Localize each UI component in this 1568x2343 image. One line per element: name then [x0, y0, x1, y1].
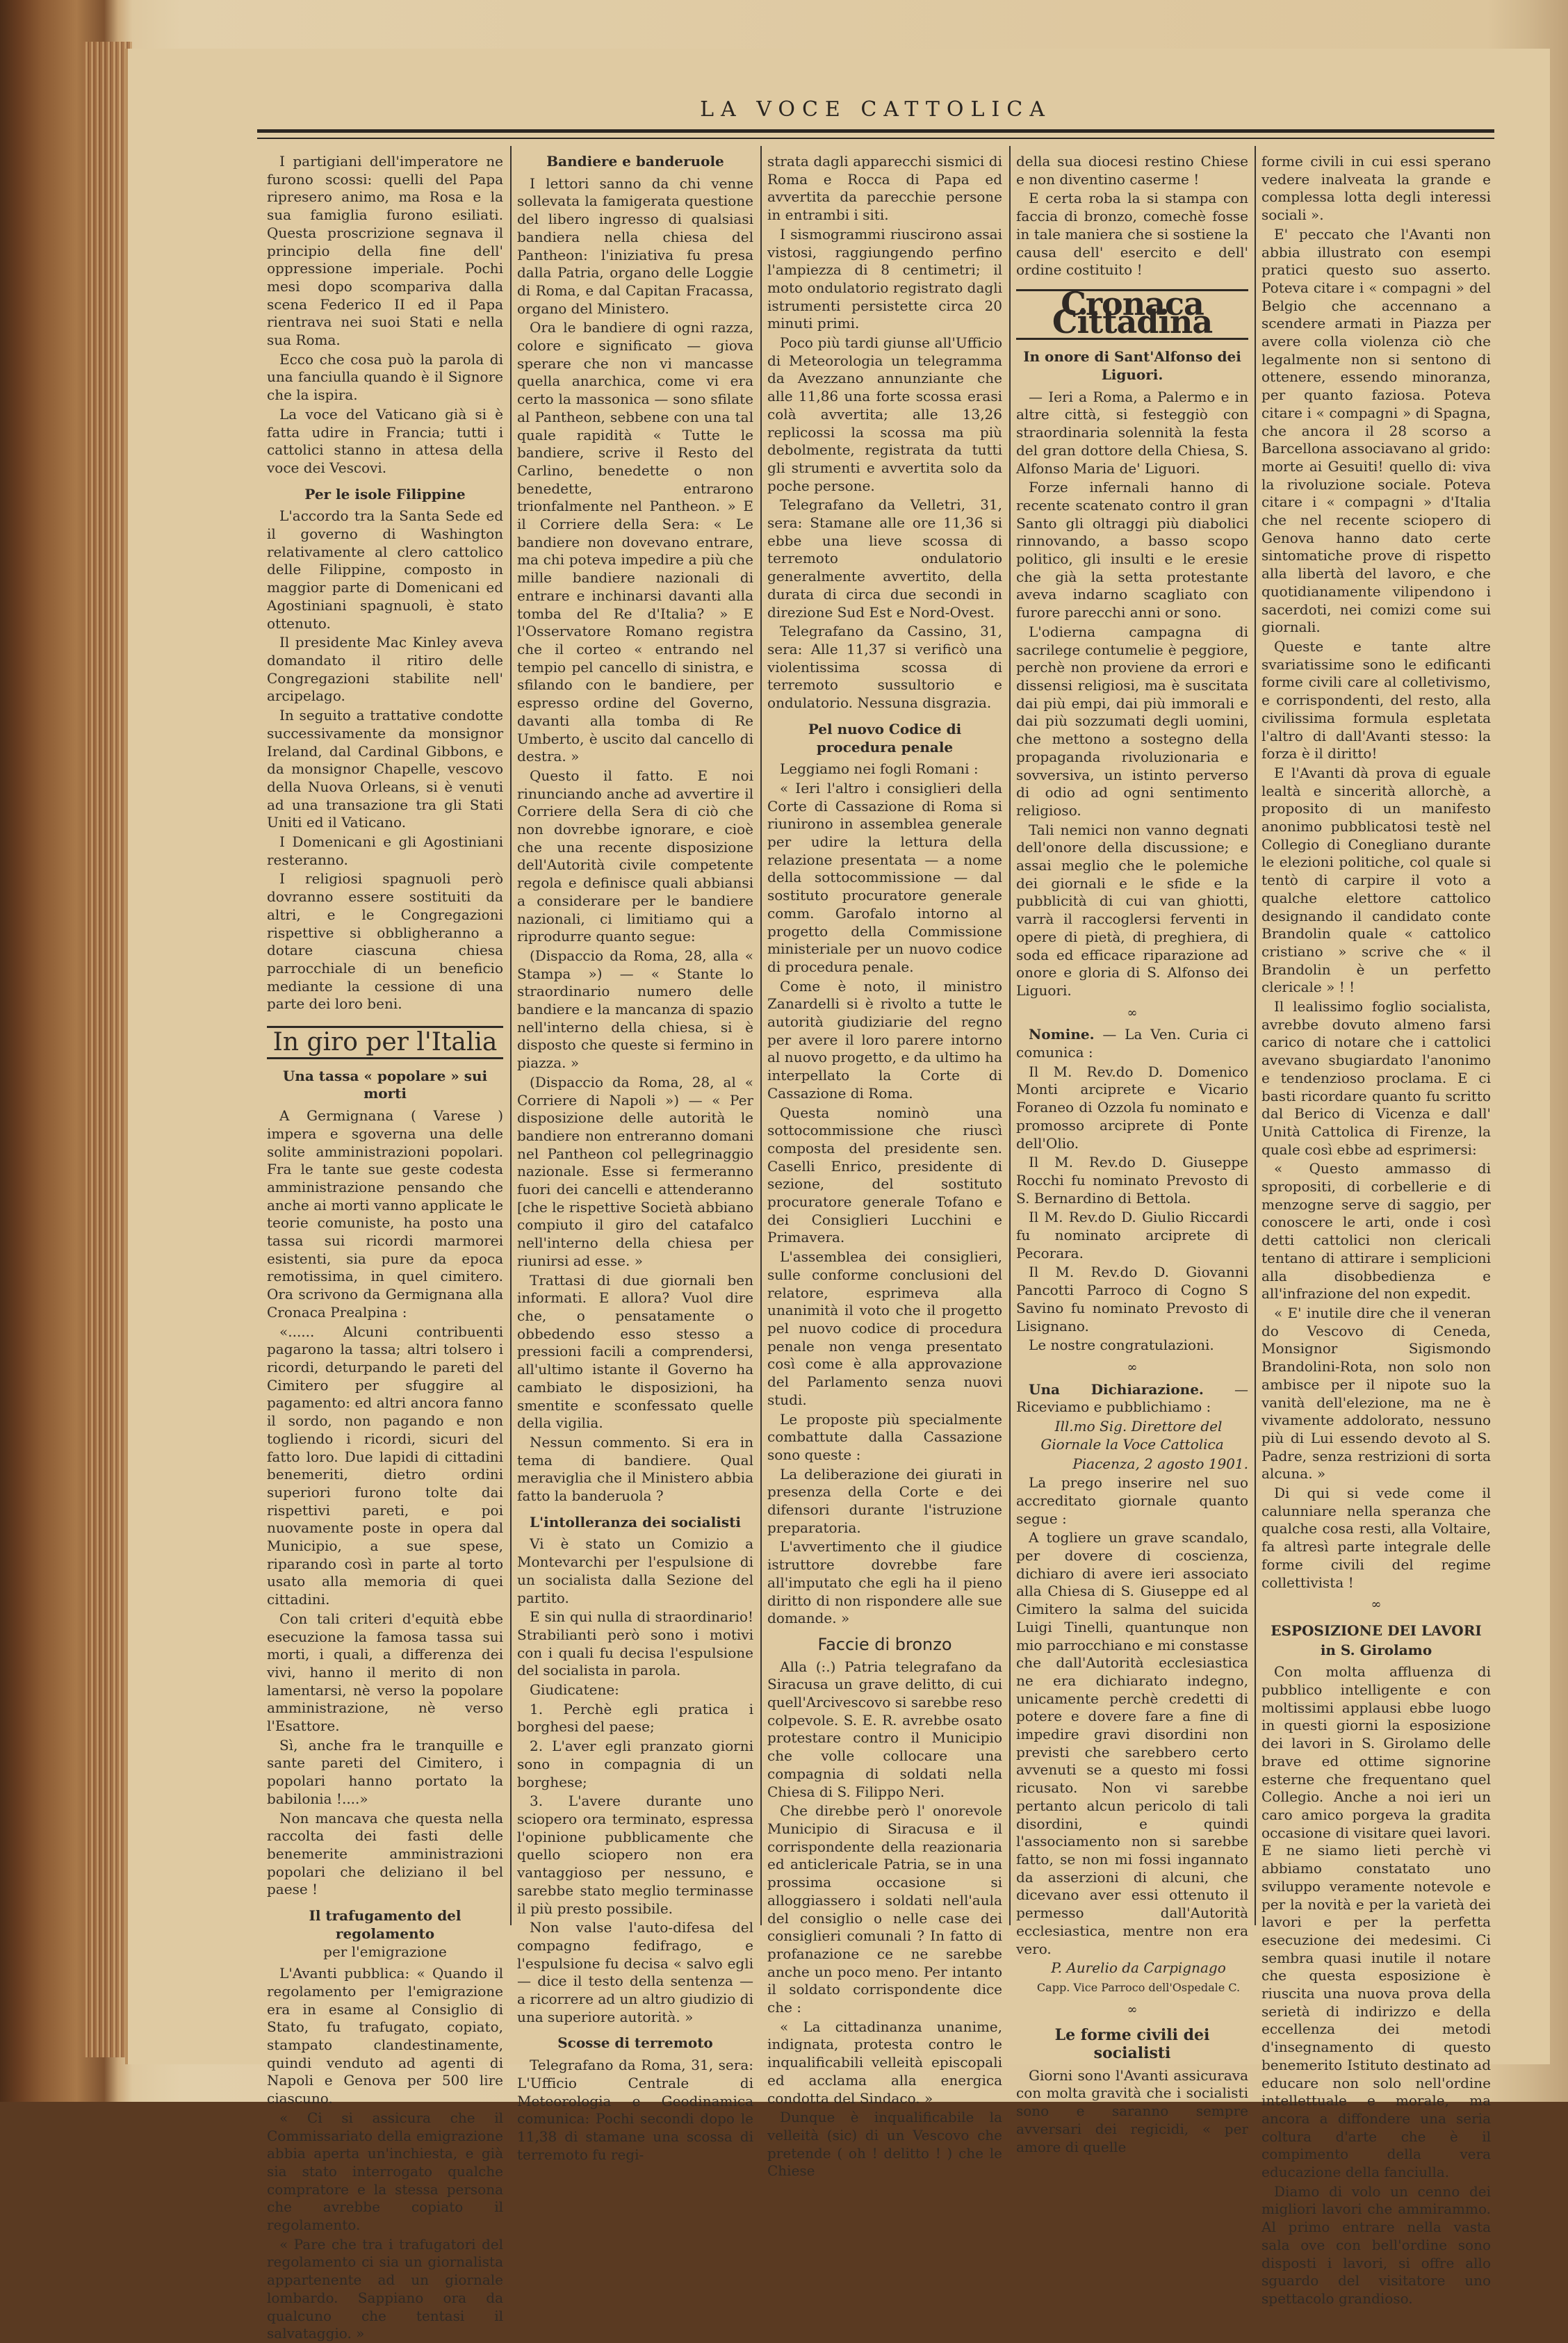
paragraph: Diamo di volo un cenno dei migliori lavori che ammirammo. Al primo entrare nella vasta sala ove con bell'ordine sono disposti i lavori, si offre allo sguardo del visitatore uno spettacolo grandioso. — [1261, 2182, 1491, 2307]
paragraph: Il M. Rev.do D. Giuseppe Rocchi fu nominato Prevosto di S. Bernardino di Bettola. — [1016, 1154, 1248, 1207]
headline: ESPOSIZIONE DEI LAVORI — [1271, 1622, 1482, 1639]
headline: Bandiere e banderuole — [546, 153, 724, 170]
paragraph: Giorni sono l'Avanti assicurava con molta gravità che i socialisti sono e saranno sempre avversari dei regicidi, « per amore di quelle — [1016, 2066, 1248, 2155]
paragraph: 1. Perchè egli pratica i borghesi del paese; — [517, 1700, 753, 1736]
paragraph: Giudicatene: — [530, 1681, 619, 1699]
paragraph: « La cittadinanza unanime, indignata, protesta contro le inqualificabili velleità episcopali ed acclama alla energica condotta del Sindaco. » — [767, 2018, 1002, 2107]
paragraph: Con tali criteri d'equità ebbe esecuzione la famosa tassa sui morti, i quali, a differenza dei vivi, hanno il merito di non lamentarsi, nè verso la popolare amministrazione, nè verso l'Esattore. — [267, 1610, 503, 1735]
headline-sub: per l'emigrazione — [323, 1943, 447, 1960]
paragraph: Ecco che cosa può la parola di una fanciulla quando è il Signore che la ispira. — [267, 350, 503, 404]
paragraph: Le proposte più specialmente combattute dalla Cassazione sono queste : — [767, 1410, 1002, 1463]
paragraph: Non mancava che questa nella raccolta dei fasti delle benemerite amministrazioni popolari che deliziano il bel paese ! — [267, 1809, 503, 1898]
headline: Il trafugamento del regolamento — [309, 1907, 462, 1942]
column-2 — [517, 153, 753, 2163]
headline-sub: in S. Girolamo — [1320, 1641, 1432, 1658]
headline: In onore di Sant'Alfonso dei Liguori. — [1023, 348, 1241, 384]
paragraph: (Dispaccio da Roma, 28, al « Corriere di Napoli ») — « Per disposizione delle autorità le bandiere non entreranno domani nel Pantheon col pellegrinaggio nazionale. Esse si fermeranno fuori dei cancelli e attenderanno [che le rispettive Società abbiano compiuto il giro del catafalco nell'interno della chiesa per riunirsi ad esse. » — [517, 1073, 753, 1269]
paragraph: Vi è stato un Comizio a Montevarchi per l'espulsione di un socialista dalla Sezione del partito. — [517, 1535, 753, 1606]
paragraph: — Riceviamo e pubblichiamo : — [1016, 1380, 1248, 1416]
ornament: ∞ — [1127, 1360, 1138, 1375]
signature-title: Capp. Vice Parroco dell'Ospedale C. — [1036, 1980, 1241, 1994]
paragraph: La voce del Vaticano già si è fatta udire in Francia; tutti i cattolici stanno in attesa della voce dei Vescovi. — [267, 405, 503, 476]
headline: L'intolleranza dei socialisti — [529, 1513, 742, 1530]
column-4 — [1016, 153, 1249, 2155]
paragraph: E sin qui nulla di straordinario! Strabilianti però sono i motivi con i quali fu decisa l'espulsione del socialista in parola. — [517, 1608, 753, 1679]
paragraph: E l'Avanti dà prova di eguale lealtà e sincerità allorchè, a proposito di un manifesto anonimo pubblicatosi testè nel Collegio di Conegliano durante le elezioni politiche, col quale si tentò di carpire il voto a qualche elettore cattolico designando il candidato conte Brandolin quale « cattolico cristiano » scrive che « il Brandolin è un perfetto clericale » ! ! — [1261, 764, 1491, 996]
paragraph: Con molta affluenza di pubblico intelligente e con moltissimi applausi ebbe luogo in questi giorni la esposizione dei lavori in S. Girolamo delle brave ed ottime signorine esterne che frequentano quel Collegio. Anche a noi ieri un caro amico porgeva la gradita occasione di visitare quei lavori. E ne siamo lieti perchè vi abbiamo constatato uno sviluppo veramente notevole e per la novità e per la varietà dei lavori e per la perfetta esecuzione dei medesimi. Ci sembra quasi inutile il notare che questa esposizione è riuscita una nuova prova della serietà di indirizzo e della eccellenza dei metodi d'insegnamento di questo benemerito Istituto destinato ad educare non solo nell'ordine intellettuale e morale, ma ancora a diffondere una seria coltura d'arte che è il compimento della vera educazione della fanciulla. — [1261, 1663, 1491, 2181]
column-rule — [760, 146, 762, 1925]
paragraph: I partigiani dell'imperatore ne furono scossi: quelli del Papa ripresero animo, ma Rosa e la sua famiglia furono esiliati. Questa proscrizione segnava il principio della fine dell' oppressione imperiale. Pochi mesi dopo scompariva dalla scena Federico II ed il Papa rientrava nei suoi Stati e nella sua Roma. — [267, 153, 503, 349]
paragraph: Queste e tante altre svariatissime sono le edificanti forme civili care al colletivismo, e corrispondenti, del resto, alla civilissima formula espletata l'altro di dall'Avanti stesso: la forza è il diritto! — [1261, 637, 1491, 762]
salutation: Ill.mo Sig. Direttore del Giornale la Voce Cattolica — [1040, 1418, 1224, 1453]
paragraph: A Germignana ( Varese ) impera e sgoverna una delle solite amministrazioni popolari. Fra le tante sue geste codesta amministrazione pensando che anche ai morti vanno applicate le teorie comuniste, ha posto una tassa sui ricordi marmorei esistenti, sia pure da epoca remotissima, in quel cimitero. Ora scrivono da Germignana alla Cronaca Prealpina : — [267, 1107, 503, 1321]
paragraph: E' peccato che l'Avanti non abbia illustrato con esempi pratici questo suo asserto. Poteva citare i « compagni » del Belgio che accennano a scendere armati in Piazza per avere colla violenza ciò che legalmente non si sentono di ottenere, essendo minoranza, per quanto faziosa. Poteva citare i « compagni » di Spagna, che ancora il 28 scorso a Barcellona associavano al grido: morte ai Gesuiti! quello di: viva la rivoluzione sociale. Poteva citare i « compagni » d'Italia che nel recente sciopero di Genova hanno dato certe sintomatiche prove di rispetto alla libertà del lavoro, e che quotidianamente vilipendono i sacerdoti, nei comizi come sui giornali. — [1261, 225, 1491, 636]
dateline: Piacenza, 2 agosto 1901. — [1072, 1455, 1248, 1472]
paragraph: Il M. Rev.do D. Domenico Monti arciprete e Vicario Foraneo di Ozzola fu nominato e promosso arciprete di Ponte dell'Olio. — [1016, 1063, 1248, 1152]
paragraph: Forze infernali hanno di recente scatenato contro il gran Santo gli oltraggi più diabolici rinnovando, a basso scopo politico, gli insulti e le eresie che già la setta protestante aveva indarno scagliato con furore parecchi anni or sono. — [1016, 479, 1248, 621]
headline: Le forme civili dei socialisti — [1054, 2026, 1210, 2063]
headline-inline: Una Dichiarazione. — [1029, 1380, 1204, 1398]
paragraph: Telegrafano da Velletri, 31, sera: Stamane alle ore 11,36 si ebbe una lieve scossa di terremoto ondulatorio generalmente avvertito, della durata di circa due secondi in direzione Sud Est e Nord-Ovest. — [767, 496, 1002, 621]
paragraph: 3. L'avere durante uno sciopero ora terminato, espressa l'opinione pubblicamente che quello sciopero non era vantaggioso per nessuno, e sarebbe stato meglio terminasse il più presto possibile. — [517, 1793, 753, 1917]
paragraph: Il presidente Mac Kinley aveva domandato il ritiro delle Congregazioni stabilite nell' arcipelago. — [267, 634, 503, 705]
paragraph: 2. L'aver egli pranzato giorni sono in compagnia di un borghese; — [517, 1738, 753, 1790]
ornament: ∞ — [1127, 1005, 1138, 1020]
column-5 — [1261, 153, 1491, 2307]
paragraph: Questa nominò una sottocommissione che riuscì composta del presidente sen. Caselli Enrico, presidente di sezione, del sostituto procuratore generale Tofano e dei Consiglieri Lucchini e Primavera. — [767, 1104, 1002, 1246]
paragraph: Sì, anche fra le tranquille e sante pareti del Cimitero, i popolari hanno portato la babilonia !....» — [267, 1736, 503, 1807]
paragraph: «...... Alcuni contribuenti pagarono la tassa; altri tolsero i ricordi, deturpando le pareti del Cimitero per sfuggire al pagamento: ed altri ancora fanno il sordo, non pagando e non togliendo i ricordi, sicuri del fatto loro. Due lapidi di cittadini benemeriti, dietro ordini superiori furono tolte dai rispettivi pareti, e poi nuovamente poste in opera dal Municipio, a sue spese, riparando così in parte al torto usato alla memoria di quei cittadini. — [267, 1323, 503, 1608]
paragraph: « Ci si assicura che il Commissariato della emigrazione abbia aperta un'inchiesta, e già sia stato interrogato qualche compratore e la stessa persona che avrebbe copiato il regolamento. — [267, 2109, 503, 2234]
signature: P. Aurelio da Carpignago — [1051, 1959, 1226, 1977]
section-title: In giro per l'Italia — [267, 1026, 503, 1059]
paragraph: forme civili in cui essi sperano vedere inalveata la grande e complessa lotta degli interessi sociali ». — [1261, 153, 1491, 224]
paragraph: « E' inutile dire che il veneran do Vescovo di Ceneda, Monsignor Sigismondo Brandolini-Rota, non solo non ambisce per il nipote suo la vanità dell'elezione, ma ne è vivamente addolorato, nessuno più di Lui essendo devoto al S. Padre, senza restrizioni di sorta alcuna. » — [1261, 1305, 1491, 1483]
headline-inline: Nomine. — [1029, 1026, 1095, 1043]
paragraph: — La Ven. Curia ci comunica : — [1016, 1026, 1249, 1061]
headline: Pel nuovo Codice di procedura penale — [808, 720, 962, 756]
paragraph: Nessun commento. Si era in tema di bandiere. Qual meraviglia che il Ministero abbia fatto la banderuola ? — [517, 1433, 753, 1505]
paragraph: La prego inserire nel suo accreditato giornale quanto segue : — [1016, 1474, 1248, 1527]
paragraph: Il M. Rev.do D. Giulio Riccardi fu nominato arciprete di Pecorara. — [1016, 1209, 1248, 1262]
paragraph: L'accordo tra la Santa Sede ed il governo di Washington relativamente al clero cattolico delle Filippine, composto in maggior parte di Domenicani ed Agostiniani spagnuoli, è stato ottenuto. — [267, 507, 503, 632]
paragraph: Il lealissimo foglio socialista, avrebbe dovuto almeno farsi carico di notare che i cattolici avevano sbugiardato l'anonimo e tendenzioso proclama. E ci basti ricordare quanto fu scritto dal Berico di Vicenza e dall' Unità Cattolica di Firenze, la quale così ebbe ad esprimersi: — [1261, 998, 1491, 1158]
ornament: ∞ — [1127, 2002, 1138, 2017]
headline: Una tassa « popolare » sui morti — [282, 1067, 488, 1102]
paragraph: — Ieri a Roma, a Palermo e in altre città, si festeggiò con straordinaria solennità la festa del gran dottore della Chiesa, S. Alfonso Maria de' Liguori. — [1016, 388, 1248, 477]
masthead: LA VOCE CATTOLICA — [700, 97, 1052, 122]
column-rule — [1255, 146, 1256, 1925]
section-title: Cronaca Cittadina — [1016, 289, 1248, 340]
paragraph: I lettori sanno da chi venne sollevata la famigerata questione del libero ingresso di qualsiasi bandiera nella chiesa del Pantheon: l'iniziativa fu presa dalla Patria, organo delle Loggie di Roma, e dal Capitan Fracassa, organo del Ministero. — [517, 174, 753, 317]
paragraph: Ora le bandiere di ogni razza, colore e significato — giova sperare che non vi mancasse quella anarchica, come vi era certo la massonica — sono sfilate al Pantheon, sebbene con una tal quale rapidità « Tutte le bandiere, scrive il Resto del Carlino, benedette o non benedette, entrarono trionfalmente nel Pantheon. » E il Corriere della Sera: « Le bandiere non dovevano entrare, ma chi poteva impedire a più che mille bandiere nazionali di entrare e inchinarsi davanti alla tomba del Re d'Italia? » E l'Osservatore Romano registra che il corteo « entrando nel tempio pel cancello di sinistra, e sfilando con le bandiere, per espresso ordine del Governo, davanti alla tomba di Re Umberto, è uscito dal cancello di destra. » — [517, 319, 753, 765]
paragraph: Tali nemici non vanno degnati dell'onore della discussione; e assai meglio che le polemiche dei giornali e le sfide e la pubblicità di cui van ghiotti, varrà il raccoglersi ferventi in opere di pietà, di preghiera, di soda ed efficace riparazione ad onore e gloria di S. Alfonso dei Liguori. — [1016, 821, 1248, 999]
paragraph: I Domenicani e gli Agostiniani resteranno. — [267, 833, 503, 868]
paragraph: L'avvertimento che il giudice istruttore dovrebbe fare all'imputato che egli ha il pieno diritto di non rispondere alle sue domande. » — [767, 1538, 1002, 1627]
headline: Faccie di bronzo — [817, 1634, 952, 1654]
paragraph: « Ieri l'altro i consiglieri della Corte di Cassazione di Roma si riunirono in assemblea generale per udire la lettura della relazione presentata — a nome della sottocommissione — dal sostituto procuratore generale comm. Garofalo intorno al progetto della Commissione ministeriale per un nuovo codice di procedura penale. — [767, 779, 1002, 975]
paragraph: I sismogrammi riuscirono assai vistosi, raggiungendo perfino l'ampiezza di 8 centimetri; il moto ondulatorio registrato dagli istrumenti persistette circa 20 minuti primi. — [767, 225, 1002, 332]
paragraph: Questo il fatto. E noi rinunciando anche ad avvertire il Corriere della Sera di ciò che non dovrebbe ignorare, e cioè che una recente disposizione dell'Autorità civile competente regola e definisce quali abbiansi a considerare per le bandiere nazionali, ci limitiamo qui a riprodurre quanto segue: — [517, 767, 753, 945]
paragraph: Trattasi di due giornali ben informati. E allora? Vuol dire che, o pensatamente o obbedendo esso stesso a pressioni facili a comprendersi, all'ultimo istante il Governo ha cambiato le disposizioni, ha smentite e sconfessato quelle della vigilia. — [517, 1271, 753, 1432]
paragraph: Che direbbe però l' onorevole Municipio di Siracusa e il corrispondente della reazionaria ed anticlericale Patria, se in una prossima occasione si alloggiassero i soldati nell'aula del consiglio o nelle case dei consiglieri comunali ? In fatto di profanazione ce ne sarebbe anche un poco meno. Per intanto il soldato corrispondente dice che : — [767, 1802, 1002, 2016]
paragraph: L'assemblea dei consiglieri, sulle conforme conclusioni del relatore, esprimeva alla unanimità il voto che il progetto pel nuovo codice di procedura penale non venga presentato così come è alla approvazione del Parlamento senza nuovi studi. — [767, 1248, 1002, 1408]
headline: Per le isole Filippine — [304, 485, 466, 503]
paragraph: L'Avanti pubblica: « Quando il regolamento per l'emigrazione era in esame al Consiglio di Stato, fu trafugato, copiato, stampato clandestinamente, quindi venduto ad agenti di Napoli e Genova per 500 lire ciascuno. — [267, 1965, 503, 2107]
column-rule — [510, 146, 512, 1925]
paragraph: « Questo ammasso di spropositi, di corbellerie e di menzogne serve di saggio, per conoscere le arti, onde i così detti cattolici non clericali tentano di attirare i semplicioni alla disobbedienza e all'infrazione del non expedit. — [1261, 1160, 1491, 1303]
paragraph: Non valse l'auto-difesa del compagno fedifrago, e l'espulsione fu decisa « salvo egli — dice il testo della sentenza — a ricorrere ad un altro giudizio di una superiore autorità. » — [517, 1919, 753, 2025]
paragraph: « Pare che tra i trafugatori del regolamento ci sia un giornalista appartenente ad un giornale lombardo. Sappiano ora da qualcuno che tentasi il salvataggio. » — [267, 2235, 503, 2342]
paragraph: Leggiamo nei fogli Romani : — [780, 760, 979, 778]
paragraph: Alla (:.) Patria telegrafano da Siracusa un grave delitto, di cui quell'Arcivescovo si sarebbe reso colpevole. S. E. R. avrebbe osato protestare contro il Municipio che volle collocare una compagnia di soldati nella Chiesa di S. Filippo Neri. — [767, 1658, 1002, 1800]
paragraph: Dunque è inqualificabile la velleità (sic) di un Vescovo che pretende ( oh ! delitto ! ) che le Chiese — [767, 2109, 1002, 2180]
paragraph: Di qui si vede come il calunniare nella speranza che qualche cosa resti, alla Voltaire, fa altresì parte integrale delle forme civili del regime collettivista ! — [1261, 1485, 1491, 1591]
paragraph: La deliberazione dei giurati in presenza della Corte e dei difensori durante l'istruzione preparatoria. — [767, 1465, 1002, 1536]
ornament: ∞ — [1371, 1597, 1382, 1613]
paragraph: L'odierna campagna di sacrilege contumelie è peggiore, perchè non proviene da errori e dissensi religiosi, ma è suscitata dai più empi, dai più immorali e dai più sozzumati degli uomini, che mettono a sostegno della propaganda rivoluzionaria e sovversiva, un istinto perverso di odio ad ogni sentimento religioso. — [1016, 623, 1248, 819]
headline: Scosse di terremoto — [557, 2034, 713, 2052]
paragraph: strata dagli apparecchi sismici di Roma e Rocca di Papa ed avvertita da parecchie persone in entrambi i siti. — [767, 153, 1002, 224]
paragraph: della sua diocesi restino Chiese e non diventino caserme ! — [1016, 153, 1248, 188]
paragraph: Come è noto, il ministro Zanardelli si è rivolto a tutte le autorità giudiziarie del regno per avere il loro parere intorno al nuovo progetto, e da ultimo ha interpellato la Corte di Cassazione di Roma. — [767, 977, 1002, 1102]
paragraph: Poco più tardi giunse all'Ufficio di Meteorologia un telegramma da Avezzano annunziante che alle 11,86 una forte scossa erasi colà avvertita; alle 13,26 replicossi la scossa ma più debolmente, registrata da tutti gli strumenti e avvertita solo da poche persone. — [767, 334, 1002, 494]
column-3 — [767, 153, 1002, 2180]
paragraph: Telegrafano da Cassino, 31, sera: Alle 11,37 si verificò una violentissima scossa di terremoto sussultorio e ondulatorio. Nessuna disgrazia. — [767, 623, 1002, 712]
paragraph: Le nostre congratulazioni. — [1029, 1337, 1214, 1354]
paragraph: In seguito a trattative condotte successivamente da monsignor Ireland, dal Cardinal Gibbons, e da monsignor Chapelle, vescovo della Nuova Orleans, si è venuti ad una transazione tra gli Stati Uniti ed il Vaticano. — [267, 707, 503, 831]
paragraph: E certa roba la si stampa con faccia di bronzo, comechè fosse in tale maniera che si sostiene la causa dell' esercito e dell' ordine costituito ! — [1016, 190, 1248, 279]
column-1 — [267, 153, 503, 2342]
paragraph: A togliere un grave scandalo, per dovere di coscienza, dichiaro di avere ieri associato alla Chiesa di S. Giuseppe ed al Cimitero la salma del suicida Luigi Tinelli, quantunque non mio parrocchiano e mi constasse che dall'Autorità ecclesiastica ne era dichiarato indegno, unicamente perchè credetti di potere e dovere fare a fine di impedire gravi disordini non previsti che sarebbero certo avvenuti se a questo mi fossi ricusato. Non vi sarebbe pertanto alcun pericolo di tali disordini, e quindi l'associamento non si sarebbe fatto, se non mi fossi ingannato da asserzioni di alcuni, che dicevano aver essi ottenuto il permesso dall'Autorità ecclesiastica, mentre non era vero. — [1016, 1529, 1248, 1957]
header-rule — [257, 129, 1494, 139]
paragraph: (Dispaccio da Roma, 28, alla « Stampa ») — « Stante lo straordinario numero delle bandiere e la mancanza di spazio nell'interno della chiesa, si è disposto che queste si fermino in piazza. » — [517, 947, 753, 1072]
paragraph: Telegrafano da Roma, 31, sera: L'Ufficio Centrale di Meteorologia e Geodinamica comunica: Pochi secondi dopo le 11,38 di stamane una scossa di terremoto fu regi- — [517, 2057, 753, 2163]
paragraph: I religiosi spagnuoli però dovranno essere sostituiti da altri, e le Congregazioni rispettive si obbligheranno a dotare ciascuna chiesa parrocchiale di un beneficio mediante la cessione di una parte dei loro beni. — [267, 870, 503, 1013]
column-rule — [1009, 146, 1011, 1925]
paragraph: Il M. Rev.do D. Giovanni Pancotti Parroco di Cogno S Savino fu nominato Prevosto di Lisignano. — [1016, 1264, 1248, 1334]
